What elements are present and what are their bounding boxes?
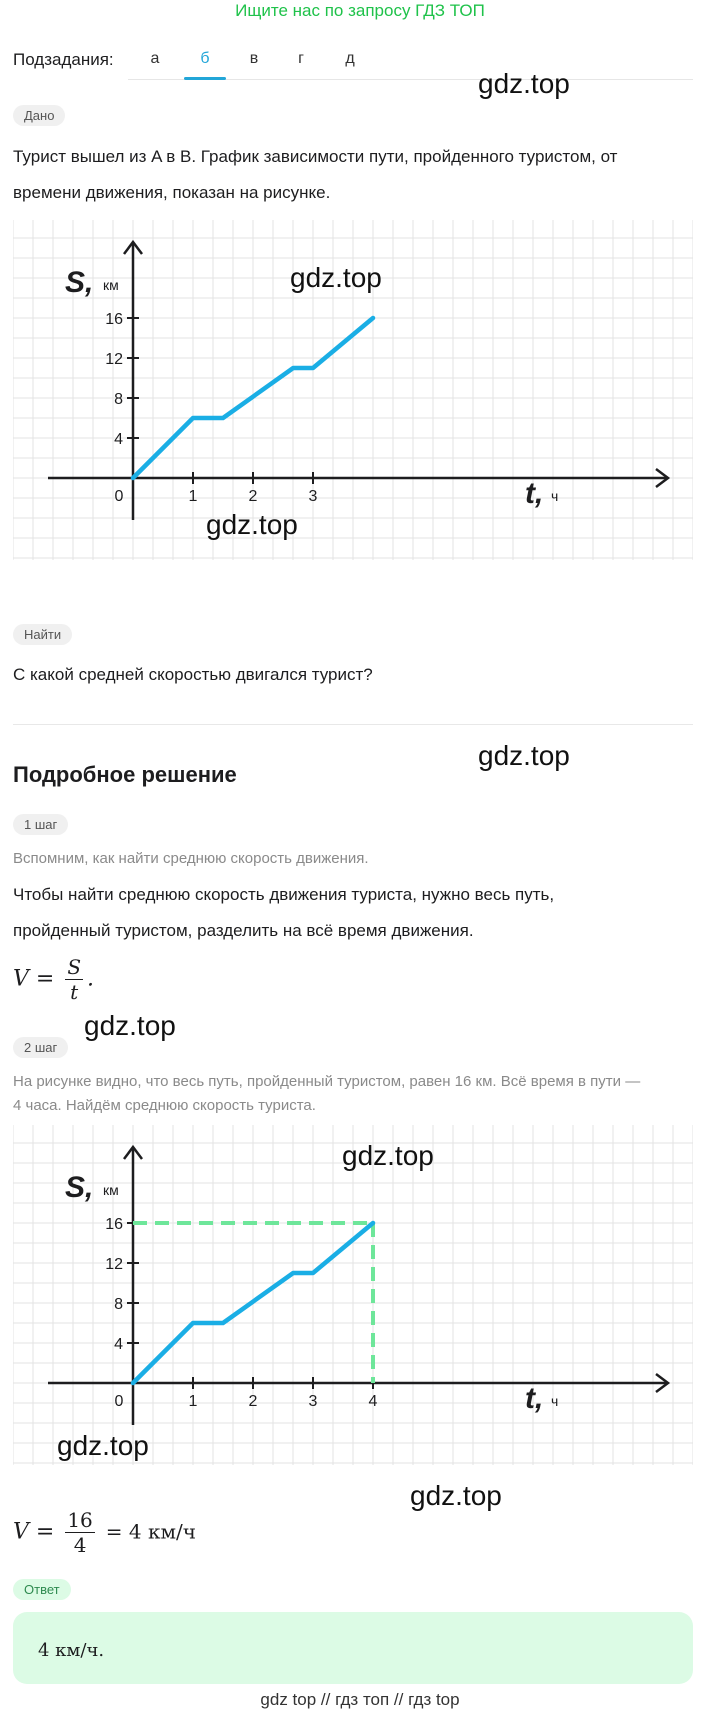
x-tick-label: 0 xyxy=(114,488,124,505)
step2-formula xyxy=(13,1508,196,1557)
y-tick-label: 8 xyxy=(114,391,123,408)
watermark: gdz.top xyxy=(290,262,382,293)
given-text-line1: Турист вышел из A в B. График зависимости пути, пройденного туристом, от xyxy=(13,147,618,166)
answer-box xyxy=(13,1612,693,1684)
formula-fraction xyxy=(65,955,83,1004)
find-question: С какой средней скоростью двигался турист? xyxy=(13,665,373,684)
x-axis-unit: ч xyxy=(551,1393,559,1409)
y-tick-label: 12 xyxy=(105,351,123,368)
y-axis-label: S, xyxy=(65,266,94,299)
watermark: gdz.top xyxy=(342,1140,434,1171)
given-tag: Дано xyxy=(13,105,65,126)
distance-time-chart-with-guides xyxy=(13,1125,693,1465)
x-tick-label: 4 xyxy=(368,1393,378,1410)
x-axis-unit: ч xyxy=(551,488,559,504)
y-tick-label: 12 xyxy=(105,1256,123,1273)
x-tick-label: 0 xyxy=(114,1393,124,1410)
formula-lhs: V = xyxy=(13,966,55,992)
step1-hint: Вспомним, как найти среднюю скорость движения. xyxy=(13,850,369,867)
top-banner[interactable]: Ищите нас по запросу ГДЗ ТОП xyxy=(235,1,485,20)
x-tick-label: 3 xyxy=(308,1393,318,1410)
x-axis-label: t, xyxy=(525,477,544,510)
y-axis-unit: км xyxy=(103,277,119,293)
answer-text: 4 км/ч. xyxy=(38,1640,105,1661)
step1-line1: Чтобы найти среднюю скорость движения туриста, нужно весь путь, xyxy=(13,885,555,904)
formula-fraction xyxy=(65,1508,94,1557)
y-tick-label: 8 xyxy=(114,1296,123,1313)
y-axis-unit: км xyxy=(103,1182,119,1198)
formula-denominator: t xyxy=(70,980,79,1004)
watermark: gdz.top xyxy=(57,1430,149,1461)
formula-numerator: S xyxy=(67,955,82,979)
y-axis-label: S, xyxy=(65,1171,94,1204)
step1-tag: 1 шаг xyxy=(13,814,68,835)
answer-tag: Ответ xyxy=(13,1579,71,1600)
tab-a[interactable]: а xyxy=(150,50,160,67)
section-divider xyxy=(13,724,693,725)
subtasks-label: Подзадания: xyxy=(13,50,114,69)
watermark: gdz.top xyxy=(478,740,570,771)
formula-numerator: 16 xyxy=(67,1508,93,1532)
step1-line2: пройденный туристом, разделить на всё время движения. xyxy=(13,921,474,940)
active-tab-indicator xyxy=(184,77,226,80)
solution-title: Подробное решение xyxy=(13,762,237,787)
watermark: gdz.top xyxy=(84,1010,176,1041)
step2-hint-line2: 4 часа. Найдём среднюю скорость туриста. xyxy=(13,1097,316,1114)
step1-formula xyxy=(13,955,94,1004)
tab-b[interactable]: б xyxy=(200,50,210,67)
y-tick-label: 4 xyxy=(114,431,123,448)
tab-v[interactable]: в xyxy=(249,50,259,67)
x-tick-label: 2 xyxy=(248,1393,258,1410)
footer-links[interactable]: gdz top // гдз топ // гдз top xyxy=(260,1690,460,1709)
tab-g[interactable]: г xyxy=(298,50,304,67)
x-tick-label: 2 xyxy=(248,488,258,505)
y-tick-label: 4 xyxy=(114,1336,123,1353)
y-tick-label: 16 xyxy=(105,1216,123,1233)
watermark: gdz.top xyxy=(478,68,570,99)
y-tick-label: 16 xyxy=(105,311,123,328)
x-tick-label: 1 xyxy=(188,488,198,505)
watermark: gdz.top xyxy=(410,1480,502,1511)
find-tag: Найти xyxy=(13,624,72,645)
x-tick-label: 3 xyxy=(308,488,318,505)
formula-denominator: 4 xyxy=(73,1533,87,1557)
tab-d[interactable]: д xyxy=(345,50,355,67)
formula-result: = 4 км/ч xyxy=(105,1519,196,1544)
x-tick-label: 1 xyxy=(188,1393,198,1410)
step2-hint-line1: На рисунке видно, что весь путь, пройденный туристом, равен 16 км. Всё время в пути — xyxy=(13,1073,641,1090)
given-text-line2: времени движения, показан на рисунке. xyxy=(13,183,331,202)
x-axis-label: t, xyxy=(525,1382,544,1415)
step2-tag: 2 шаг xyxy=(13,1037,68,1058)
watermark: gdz.top xyxy=(206,509,298,540)
formula-lhs: V = xyxy=(13,1519,55,1545)
formula-end: . xyxy=(87,966,95,992)
